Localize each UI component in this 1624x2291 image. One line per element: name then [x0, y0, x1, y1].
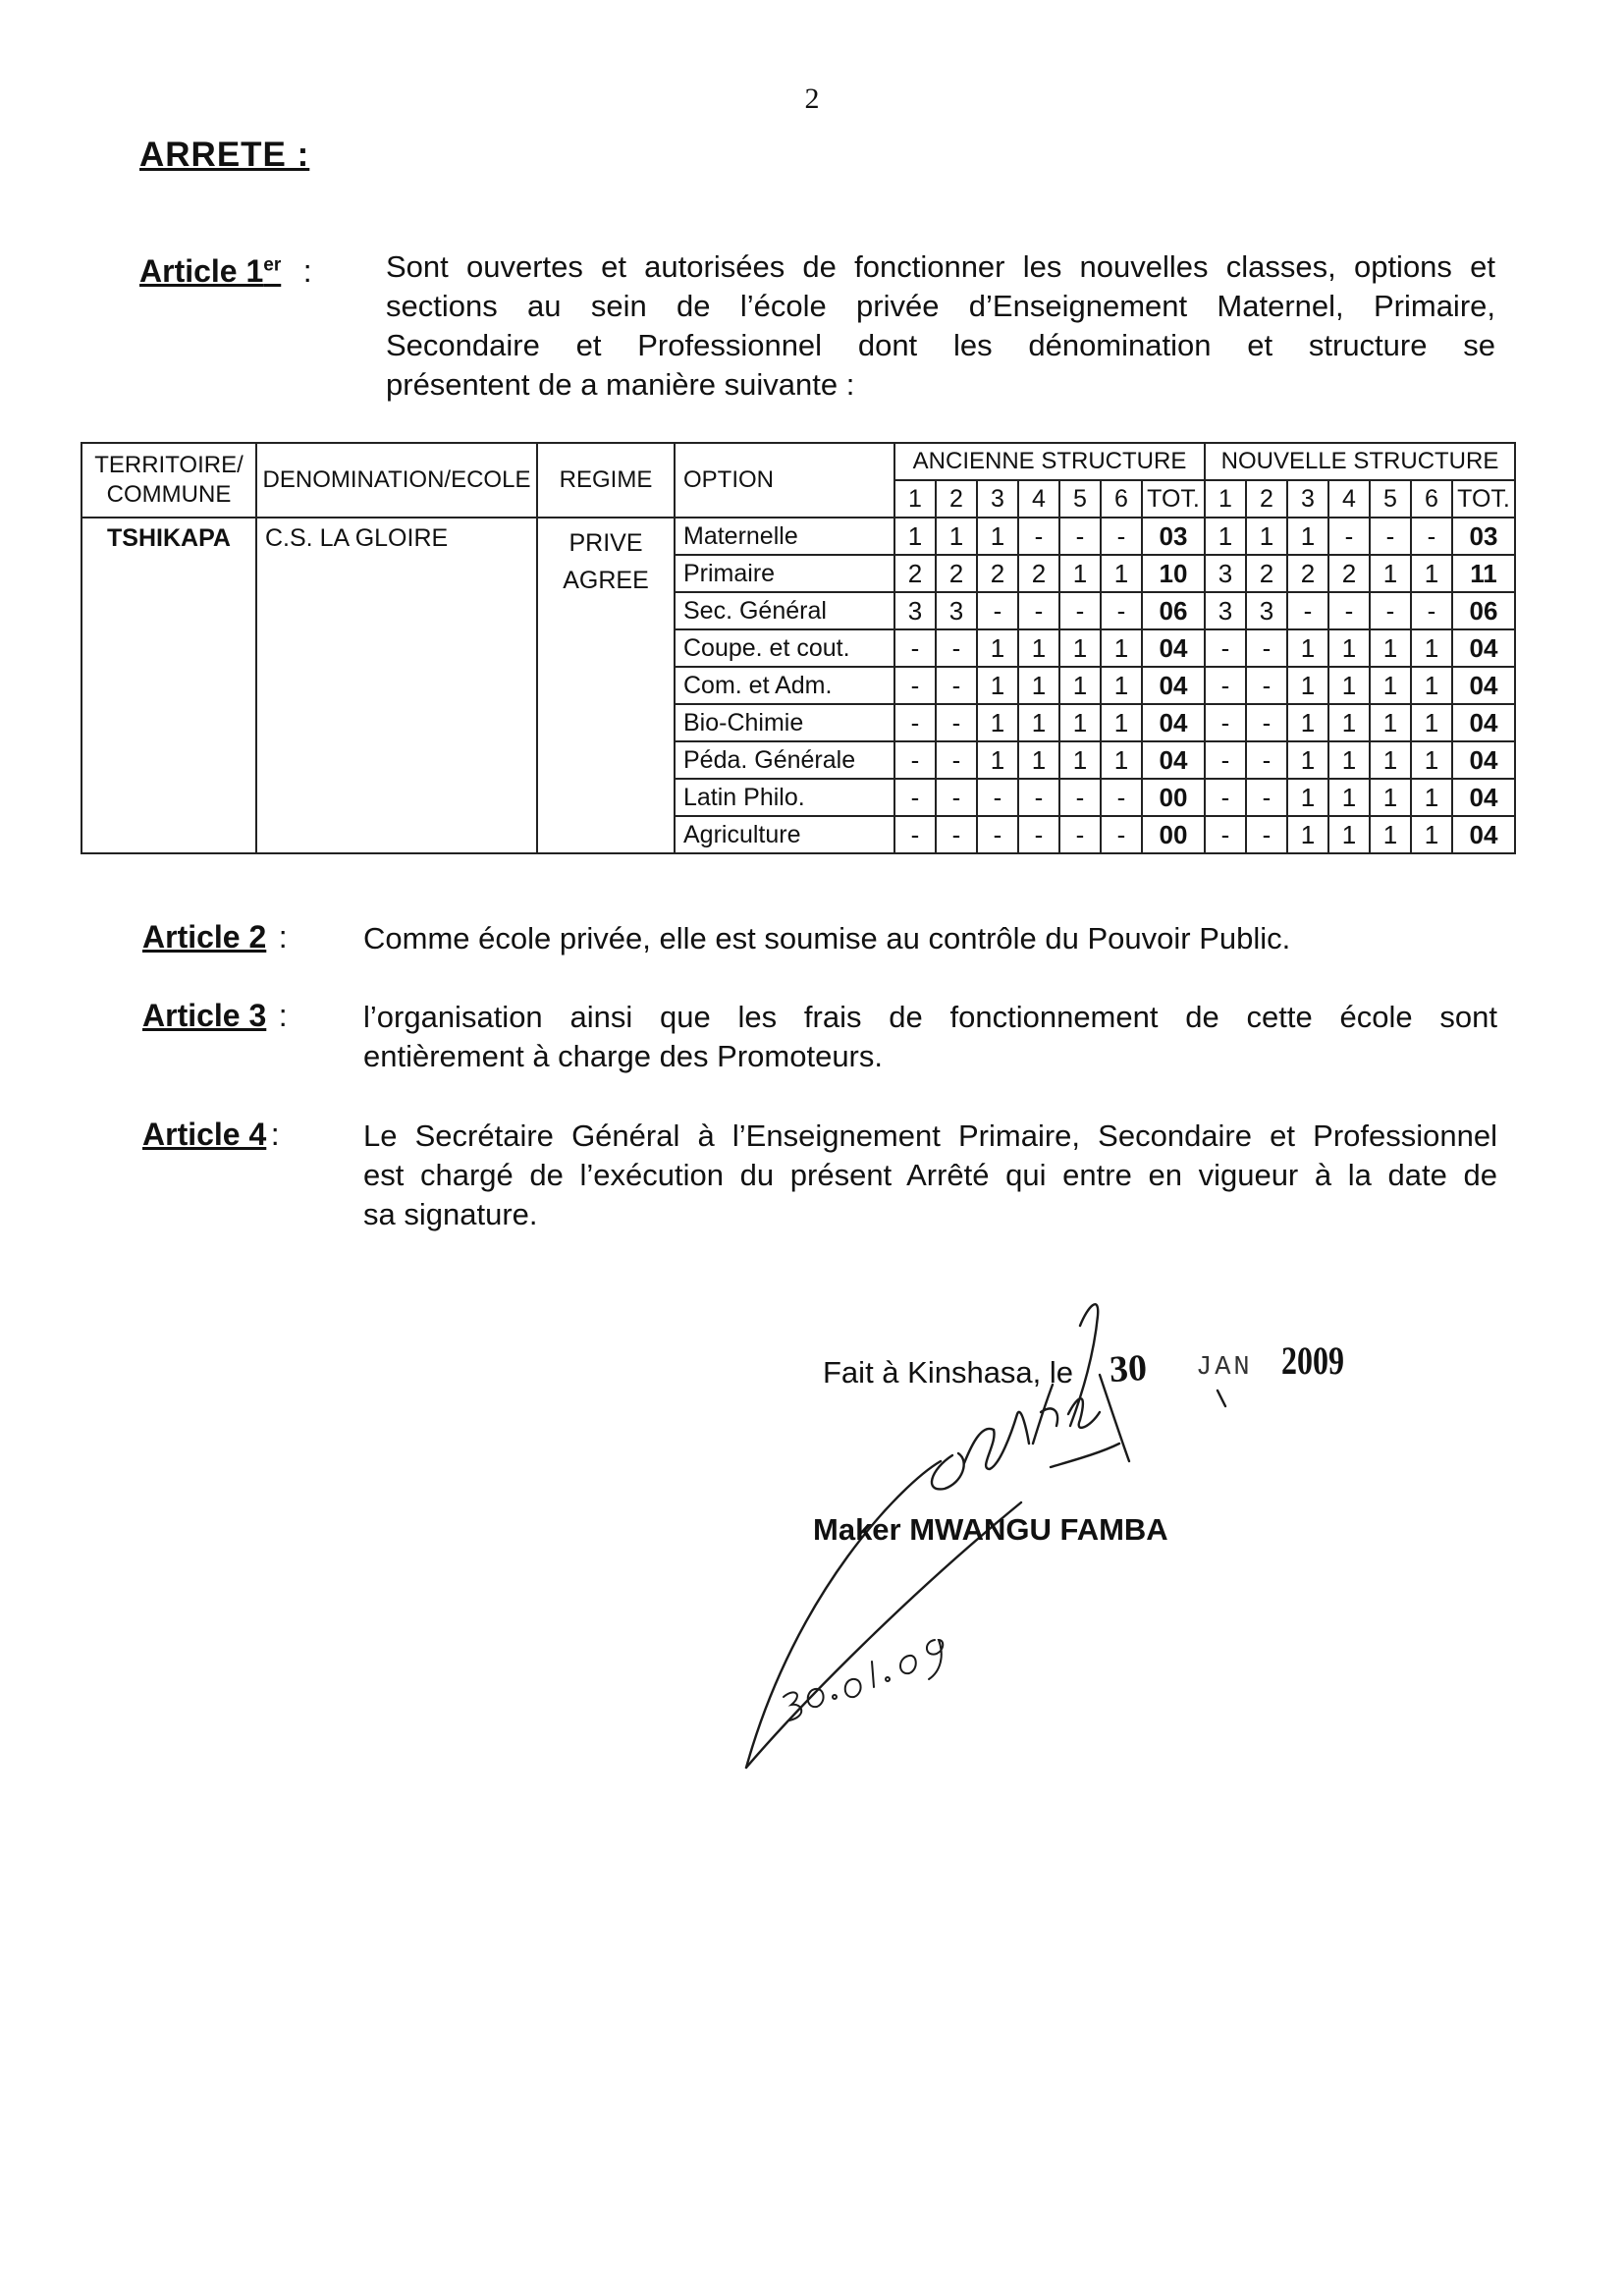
- ancienne-value-cell: 1: [1059, 704, 1101, 741]
- option-cell: Coupe. et cout.: [675, 629, 894, 667]
- option-cell: Agriculture: [675, 816, 894, 853]
- nouvelle-value-cell: 1: [1370, 741, 1411, 779]
- nouvelle-value-cell: 1: [1370, 704, 1411, 741]
- header-territoire-line2: COMMUNE: [106, 481, 232, 508]
- nouvelle-value-cell: 1: [1370, 555, 1411, 592]
- ancienne-value-cell: 3: [936, 592, 977, 629]
- ancienne-subheader: 2: [936, 480, 977, 518]
- ancienne-value-cell: 00: [1142, 816, 1205, 853]
- ancienne-value-cell: -: [936, 667, 977, 704]
- ecole-cell: C.S. LA GLOIRE: [256, 518, 537, 853]
- option-cell: Sec. Général: [675, 592, 894, 629]
- nouvelle-value-cell: 04: [1452, 629, 1515, 667]
- nouvelle-value-cell: 1: [1411, 779, 1452, 816]
- ancienne-value-cell: 03: [1142, 518, 1205, 555]
- nouvelle-subheader: TOT.: [1452, 480, 1515, 518]
- ancienne-value-cell: -: [894, 779, 936, 816]
- ancienne-value-cell: -: [1101, 518, 1142, 555]
- nouvelle-value-cell: 1: [1370, 816, 1411, 853]
- nouvelle-value-cell: -: [1411, 518, 1452, 555]
- article-3-label-text: Article 3: [142, 998, 267, 1033]
- nouvelle-value-cell: 1: [1411, 704, 1452, 741]
- ancienne-subheader: 3: [977, 480, 1018, 518]
- regime-line: AGREE: [563, 567, 649, 594]
- regime-line: PRIVE: [568, 529, 643, 557]
- article-4-label-text: Article 4: [142, 1117, 267, 1152]
- ancienne-value-cell: 3: [894, 592, 936, 629]
- nouvelle-value-cell: 04: [1452, 816, 1515, 853]
- nouvelle-subheader: 5: [1370, 480, 1411, 518]
- nouvelle-value-cell: -: [1205, 704, 1246, 741]
- nouvelle-value-cell: -: [1246, 629, 1287, 667]
- nouvelle-subheader: 3: [1287, 480, 1328, 518]
- article-4-colon: :: [270, 1117, 280, 1152]
- option-cell: Bio-Chimie: [675, 704, 894, 741]
- ancienne-value-cell: 04: [1142, 741, 1205, 779]
- ancienne-value-cell: 1: [977, 704, 1018, 741]
- header-territoire-line1: TERRITOIRE/: [94, 452, 244, 478]
- nouvelle-value-cell: 1: [1328, 667, 1370, 704]
- ancienne-value-cell: -: [1101, 779, 1142, 816]
- nouvelle-value-cell: -: [1246, 704, 1287, 741]
- ancienne-value-cell: 04: [1142, 704, 1205, 741]
- header-option: OPTION: [675, 443, 894, 518]
- nouvelle-value-cell: 1: [1287, 629, 1328, 667]
- nouvelle-value-cell: 1: [1328, 629, 1370, 667]
- ancienne-value-cell: -: [1059, 592, 1101, 629]
- nouvelle-value-cell: -: [1411, 592, 1452, 629]
- ancienne-value-cell: -: [1059, 518, 1101, 555]
- nouvelle-value-cell: -: [1287, 592, 1328, 629]
- ancienne-value-cell: -: [1101, 592, 1142, 629]
- nouvelle-value-cell: -: [1205, 816, 1246, 853]
- nouvelle-value-cell: -: [1370, 592, 1411, 629]
- nouvelle-value-cell: 1: [1328, 741, 1370, 779]
- header-ancienne-structure: ANCIENNE STRUCTURE: [894, 443, 1205, 480]
- ancienne-value-cell: 1: [894, 518, 936, 555]
- nouvelle-value-cell: 04: [1452, 741, 1515, 779]
- nouvelle-value-cell: 1: [1328, 704, 1370, 741]
- structure-table: [81, 442, 1516, 854]
- nouvelle-subheader: 1: [1205, 480, 1246, 518]
- nouvelle-value-cell: 1: [1246, 518, 1287, 555]
- ancienne-value-cell: -: [1018, 518, 1059, 555]
- ancienne-value-cell: -: [936, 629, 977, 667]
- option-cell: Com. et Adm.: [675, 667, 894, 704]
- nouvelle-value-cell: -: [1205, 741, 1246, 779]
- ancienne-value-cell: 2: [977, 555, 1018, 592]
- ancienne-value-cell: -: [1059, 779, 1101, 816]
- article-2-colon: :: [278, 919, 288, 955]
- ancienne-value-cell: 1: [1101, 741, 1142, 779]
- nouvelle-value-cell: -: [1246, 779, 1287, 816]
- nouvelle-value-cell: 04: [1452, 779, 1515, 816]
- article-3-label: [142, 998, 288, 1034]
- option-cell: Primaire: [675, 555, 894, 592]
- article-1-line: Secondaire et Professionnel dont les dénomination et structure se: [386, 328, 1495, 362]
- option-cell: Maternelle: [675, 518, 894, 555]
- ancienne-value-cell: 1: [1101, 704, 1142, 741]
- ancienne-value-cell: 1: [977, 629, 1018, 667]
- nouvelle-value-cell: 2: [1328, 555, 1370, 592]
- article-1-line: présentent de a manière suivante :: [386, 367, 855, 402]
- ancienne-value-cell: 1: [1018, 704, 1059, 741]
- article-4-line: sa signature.: [363, 1197, 538, 1231]
- ancienne-subheader: 5: [1059, 480, 1101, 518]
- article-4-text: [363, 1117, 1497, 1234]
- ancienne-value-cell: 1: [977, 741, 1018, 779]
- nouvelle-value-cell: 1: [1411, 555, 1452, 592]
- ancienne-value-cell: -: [977, 779, 1018, 816]
- nouvelle-value-cell: 1: [1328, 816, 1370, 853]
- ancienne-value-cell: 04: [1142, 629, 1205, 667]
- nouvelle-value-cell: 2: [1246, 555, 1287, 592]
- article-2-label: [142, 919, 288, 955]
- nouvelle-value-cell: -: [1205, 779, 1246, 816]
- ancienne-value-cell: 2: [894, 555, 936, 592]
- ancienne-value-cell: -: [1018, 592, 1059, 629]
- ancienne-value-cell: 2: [936, 555, 977, 592]
- ancienne-subheader: TOT.: [1142, 480, 1205, 518]
- nouvelle-value-cell: 06: [1452, 592, 1515, 629]
- ancienne-subheader: 6: [1101, 480, 1142, 518]
- nouvelle-value-cell: 1: [1370, 629, 1411, 667]
- nouvelle-value-cell: 1: [1370, 779, 1411, 816]
- nouvelle-value-cell: 1: [1287, 704, 1328, 741]
- article-1-text: [386, 247, 1495, 405]
- article-4-line: est chargé de l’exécution du présent Arrêté qui entre en vigueur à la date de: [363, 1158, 1497, 1192]
- ancienne-value-cell: 1: [1018, 629, 1059, 667]
- article-1-label: [139, 253, 312, 290]
- article-4-label: [142, 1117, 280, 1153]
- ancienne-value-cell: 1: [1059, 667, 1101, 704]
- nouvelle-subheader: 6: [1411, 480, 1452, 518]
- ancienne-value-cell: 1: [977, 667, 1018, 704]
- nouvelle-value-cell: 1: [1328, 779, 1370, 816]
- ancienne-value-cell: -: [1101, 816, 1142, 853]
- nouvelle-value-cell: 1: [1370, 667, 1411, 704]
- ancienne-value-cell: -: [1059, 816, 1101, 853]
- page-number: 2: [804, 82, 820, 115]
- article-2-line: Comme école privée, elle est soumise au contrôle du Pouvoir Public.: [363, 921, 1291, 955]
- ancienne-value-cell: -: [894, 704, 936, 741]
- article-3-colon: :: [278, 998, 288, 1033]
- article-1-label-text: Article 1: [139, 253, 264, 289]
- nouvelle-value-cell: 1: [1287, 518, 1328, 555]
- table-row: [81, 518, 1515, 555]
- ancienne-value-cell: -: [1018, 779, 1059, 816]
- nouvelle-subheader: 2: [1246, 480, 1287, 518]
- article-2-text: [363, 919, 1497, 958]
- ancienne-value-cell: -: [936, 779, 977, 816]
- nouvelle-value-cell: 04: [1452, 704, 1515, 741]
- ancienne-value-cell: 1: [936, 518, 977, 555]
- ancienne-value-cell: -: [936, 816, 977, 853]
- header-territoire: [81, 443, 256, 518]
- nouvelle-value-cell: 1: [1411, 816, 1452, 853]
- header-regime: REGIME: [537, 443, 675, 518]
- date-stamp-year: 2009: [1281, 1338, 1344, 1383]
- header-denomination: DENOMINATION/ECOLE: [256, 443, 537, 518]
- article-1-colon: :: [302, 253, 312, 289]
- article-2-label-text: Article 2: [142, 919, 267, 955]
- ancienne-value-cell: -: [894, 741, 936, 779]
- article-3-text: [363, 998, 1497, 1076]
- ancienne-value-cell: 1: [1101, 629, 1142, 667]
- nouvelle-value-cell: 1: [1287, 667, 1328, 704]
- date-stamp-month: JAN: [1196, 1353, 1253, 1383]
- ancienne-value-cell: 2: [1018, 555, 1059, 592]
- nouvelle-value-cell: 1: [1411, 667, 1452, 704]
- ancienne-value-cell: 1: [1101, 667, 1142, 704]
- ancienne-value-cell: 1: [1018, 741, 1059, 779]
- nouvelle-value-cell: 03: [1452, 518, 1515, 555]
- ancienne-value-cell: -: [936, 704, 977, 741]
- ancienne-value-cell: 1: [977, 518, 1018, 555]
- nouvelle-value-cell: 1: [1287, 779, 1328, 816]
- option-cell: Latin Philo.: [675, 779, 894, 816]
- ancienne-value-cell: 00: [1142, 779, 1205, 816]
- place-date-label: Fait à Kinshasa, le: [823, 1355, 1074, 1390]
- nouvelle-value-cell: -: [1246, 667, 1287, 704]
- ancienne-value-cell: 1: [1101, 555, 1142, 592]
- option-cell: Péda. Générale: [675, 741, 894, 779]
- nouvelle-value-cell: 11: [1452, 555, 1515, 592]
- nouvelle-subheader: 4: [1328, 480, 1370, 518]
- ancienne-value-cell: -: [894, 667, 936, 704]
- nouvelle-value-cell: 3: [1205, 592, 1246, 629]
- ancienne-value-cell: -: [894, 816, 936, 853]
- nouvelle-value-cell: -: [1328, 518, 1370, 555]
- article-3-line: entièrement à charge des Promoteurs.: [363, 1039, 883, 1073]
- ancienne-value-cell: 1: [1059, 555, 1101, 592]
- ancienne-value-cell: 06: [1142, 592, 1205, 629]
- article-1-line: sections au sein de l’école privée d’Enseignement Maternel, Primaire,: [386, 289, 1495, 323]
- date-stamp-day: 30: [1108, 1347, 1149, 1391]
- header-nouvelle-structure: NOUVELLE STRUCTURE: [1205, 443, 1515, 480]
- article-1-line: Sont ouvertes et autorisées de fonctionner les nouvelles classes, options et: [386, 249, 1495, 284]
- nouvelle-value-cell: -: [1205, 629, 1246, 667]
- ancienne-value-cell: 10: [1142, 555, 1205, 592]
- ancienne-value-cell: -: [977, 816, 1018, 853]
- article-3-line: l’organisation ainsi que les frais de fonctionnement de cette école sont: [363, 1000, 1497, 1034]
- territoire-cell: TSHIKAPA: [81, 518, 256, 853]
- nouvelle-value-cell: 04: [1452, 667, 1515, 704]
- page-title: ARRETE :: [139, 136, 310, 174]
- nouvelle-value-cell: 1: [1411, 629, 1452, 667]
- ancienne-value-cell: 1: [1018, 667, 1059, 704]
- ancienne-value-cell: 1: [1059, 741, 1101, 779]
- nouvelle-value-cell: -: [1370, 518, 1411, 555]
- nouvelle-value-cell: -: [1246, 741, 1287, 779]
- nouvelle-value-cell: -: [1205, 667, 1246, 704]
- ancienne-value-cell: 1: [1059, 629, 1101, 667]
- nouvelle-value-cell: 1: [1205, 518, 1246, 555]
- ancienne-value-cell: 04: [1142, 667, 1205, 704]
- nouvelle-value-cell: 3: [1205, 555, 1246, 592]
- ancienne-value-cell: -: [894, 629, 936, 667]
- regime-cell: [537, 518, 675, 853]
- nouvelle-value-cell: 1: [1411, 741, 1452, 779]
- nouvelle-value-cell: 1: [1287, 741, 1328, 779]
- nouvelle-value-cell: 2: [1287, 555, 1328, 592]
- nouvelle-value-cell: -: [1328, 592, 1370, 629]
- ancienne-value-cell: -: [936, 741, 977, 779]
- article-4-line: Le Secrétaire Général à l’Enseignement Primaire, Secondaire et Professionnel: [363, 1118, 1497, 1153]
- ancienne-subheader: 1: [894, 480, 936, 518]
- ancienne-value-cell: -: [977, 592, 1018, 629]
- signer-name: Maker MWANGU FAMBA: [813, 1512, 1168, 1547]
- article-1-label-sup: er: [263, 254, 282, 276]
- nouvelle-value-cell: 1: [1287, 816, 1328, 853]
- nouvelle-value-cell: 3: [1246, 592, 1287, 629]
- ancienne-value-cell: -: [1018, 816, 1059, 853]
- ancienne-subheader: 4: [1018, 480, 1059, 518]
- nouvelle-value-cell: -: [1246, 816, 1287, 853]
